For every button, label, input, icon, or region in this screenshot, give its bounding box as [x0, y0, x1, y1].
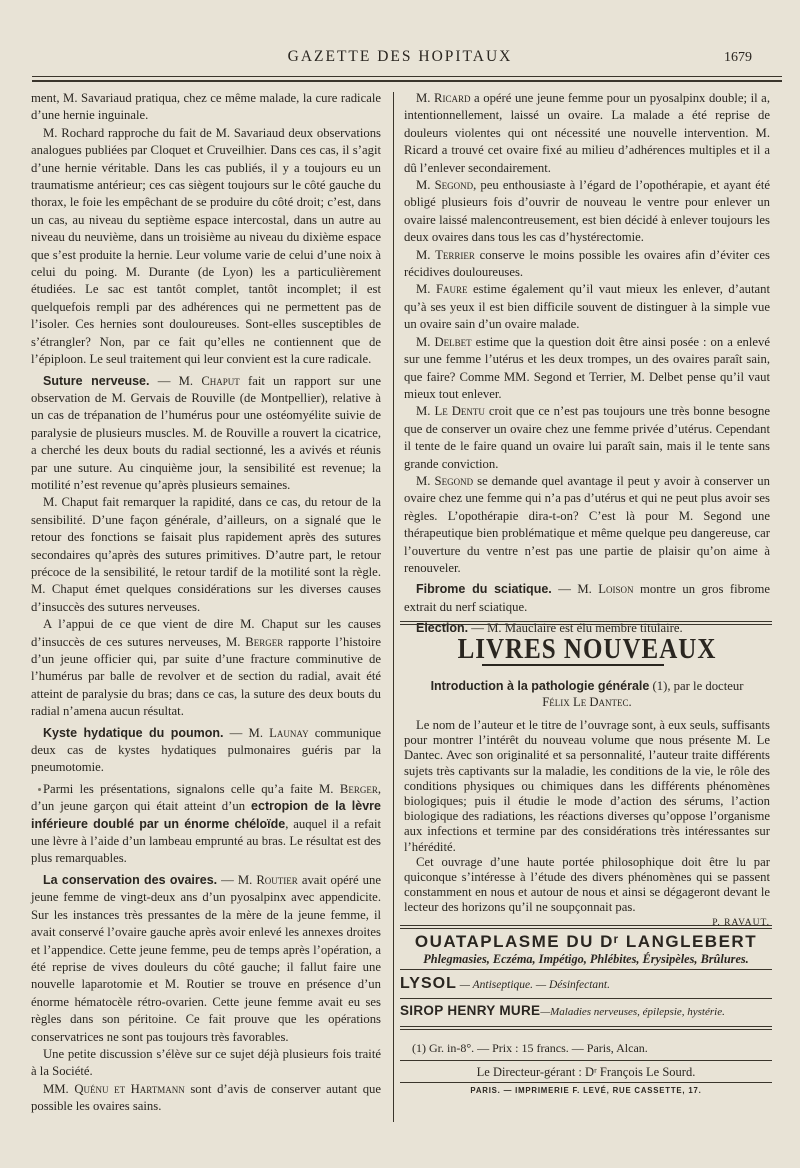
section-conservation-ovaires: La conservation des ovaires. — M. Routier avait opéré une jeune femme de vingt-deux ans d’un pyosalpinx avec appendicite. Sur les instances très pressantes de la mère de la jeune femme, il avait conservé l’ovaire gauche après avoir enlevé les annexes droites et l’appendice. Cette jeune femme, peu de temps après l’opération, a été reprise de vives douleurs du côté gauche; il fallut faire une nouvelle laparotomie et M. Routier se trouve en présence d’un énorme hématocèle rétro-ovarien. Cette jeune femme avait eu ses règles dans son péritoine. Ce fait prouve que les opérations conservatrices ne sont pas toujours très favorables.	[31, 872, 381, 1044]
author-name: Chaput	[201, 373, 240, 388]
ad-subtitle: Phlegmasies, Eczéma, Impétigo, Phlébites, Érysipèles, Brûlures.	[423, 952, 749, 966]
publication-title: GAZETTE DES HOPITAUX	[287, 48, 513, 65]
book-title: Introduction à la pathologie générale	[430, 679, 650, 693]
heading-underline	[482, 664, 664, 666]
footer-rule	[400, 1082, 772, 1083]
printer-line: PARIS. — IMPRIMERIE F. LEVÉ, RUE CASSETTE, 17.	[470, 1086, 702, 1095]
author-name: Launay	[269, 725, 309, 740]
section-fibrome-sciatique: Fibrome du sciatique. — M. Loison montre un gros fibrome extrait du nerf sciatique.	[404, 582, 771, 614]
paragraph: M. Segond se demande quel avantage il peut y avoir à conserver un ovaire chez une femme qui n’a pas d’utérus et qui ne peut plus avoir ses règles. L’opothérapie dira-t-on? C’est là pour M. Segond une thérapeutique bien problématique et même quelque peu dangereuse, car l’ouverture du ventre n’est pas une partie de plaisir qu’on aime à renouveler.	[404, 473, 770, 575]
author-name: Segond	[434, 473, 474, 488]
paragraph: Cet ouvrage d’une haute portée philosophique doit être lu par quiconque s’intéresse à l’étude des divers phénomènes qui se passent constamment en nous et autour de nous et ainsi se dégageront devant le lecteur des horizons qu’il ne soupçonnait pas.	[404, 854, 770, 915]
page-header	[20, 48, 780, 70]
ad-text: —Maladies nerveuses, épilepsie, hystérie.	[540, 1006, 725, 1018]
paragraph: Le nom de l’auteur et le titre de l’ouvrage sont, à eux seuls, suffisants pour montrer l’intérêt du nouveau volume que nous présente M. Le Dantec. Avec son originalité et sa personnalité, l’auteur traite différents sujets très captivants sur la maladie, les conditions de la vie, le rôle des conditions physiques ou chimiques dans les différents phénomènes biologiques; puis il étudie le mode d’action des sérums, l’action biologique des radiations, les réactions diverses qu’oppose l’organisme aux infections et termine par des considérations très intéressantes sur l’hérédité.	[404, 718, 770, 854]
paragraph: Une petite discussion s’élève sur ce sujet déjà plusieurs fois traité à la Société.	[31, 1046, 381, 1079]
ad-lysol	[400, 975, 772, 993]
ad-title: SIROP HENRY MURE	[400, 1003, 541, 1018]
ad-rule	[400, 1026, 772, 1027]
paragraph: ment, M. Savariaud pratiqua, chez ce même malade, la cure radicale d’une hernie inguinale.	[31, 91, 381, 123]
ad-title: LYSOL	[400, 975, 457, 992]
author-name: Le Dentu	[434, 404, 485, 419]
author-name: Delbet	[434, 334, 472, 349]
section-rule	[400, 621, 772, 622]
ad-text: — Antiseptique. — Désinfectant.	[456, 979, 610, 991]
footer-rule	[400, 1060, 772, 1061]
livres-nouveaux-heading: LIVRES NOUVEAUX	[457, 634, 717, 665]
paragraph: M. Terrier conserve le moins possible les ovaires afin d’éviter ces récidives douloureuses.	[404, 247, 770, 280]
paragraph: M. Segond, peu enthousiaste à l’égard de l’opothérapie, et ayant été obligé plusieurs fois d’ouvrir de nouveau le ventre pour enlever un ovaire laissé malencontreusement, est bien décidé à enlever toujours les deux ovaires dans tous les cas d’hystérectomie.	[404, 178, 770, 245]
director-line: Le Directeur-gérant : Dʳ François Le Sourd.	[476, 1065, 696, 1079]
paragraph: Parmi les présentations, signalons celle qu’a faite M. Berger, d’un jeune garçon qui était atteint d’un ectropion de la lèvre inférieure doublé par un énorme chéloïde, auquel il a refait une lèvre à l’aide d’un lambeau emprunté au bras. Le résultat est des plus remarquables.	[31, 781, 382, 866]
author-name: Terrier	[435, 247, 475, 262]
section-suture-nerveuse: Suture nerveuse. — M. Chaput fait un rapport sur une observation de M. Gervais de Rouville (de Montpellier), relative à un cas de trépanation de l’humérus pour une ostéomyélite suivie de paralysie de plusieurs muscles. M. de Rouville a rouvert la cicatrice, a cherché les deux bouts du radial sectionné, les a avivés et réunis par une suture. Au cinquième jour, la sensibilité est revenue; la motilité n’est revenue qu’après plusieurs semaines.	[31, 373, 381, 492]
section-heading: Kyste hydatique du poumon.	[43, 725, 224, 740]
page-number: 1679	[724, 50, 752, 65]
author-name: Berger	[339, 781, 378, 796]
right-column	[404, 90, 770, 638]
paragraph: A l’appui de ce que vient de dire M. Chaput sur les causes d’insuccès de ces sutures nerveuses, M. Berger rapporte l’histoire d’un jeune officier qui, par suite d’une fracture comminutive de l’humérus par balle de revolver et de section du radial, avait été atteint de paralysie du bras; dans ce cas, la suture des deux bouts du radial n’amena aucun résultat.	[31, 617, 381, 719]
ad-rule	[400, 925, 772, 926]
section-heading: Suture nerveuse.	[43, 373, 150, 388]
ad-rule	[400, 1029, 772, 1030]
section-kyste-hydatique: Kyste hydatique du poumon. — M. Launay communique deux cas de kystes hydatiques pulmonaires guéris par la pneumotomie.	[31, 725, 381, 775]
paragraph: M. Delbet estime que la question doit être ainsi posée : on a enlevé sur une femme l’utérus et les deux trompes, un des ovaires paraît sain, que faire? Comme MM. Segond et Terrier, M. Delbet pense qu’il vaut mieux tout enlever.	[404, 334, 771, 401]
author-name: Segond	[434, 178, 474, 193]
book-heading: Introduction à la pathologie générale (1), par le docteur Félix Le Dantec.	[430, 679, 744, 709]
paragraph: M. Ricard a opéré une jeune femme pour un pyosalpinx double; il a, intentionnellement, laissé un ovaire. La malade a été reprise de douleurs violentes qui ont nécessité une nouvelle intervention. M. Ricard a trouvé cet ovaire fixé au milieu d’adhérences multiples et il a dû l’enlever secondairement.	[404, 91, 770, 175]
ad-rule	[400, 928, 772, 929]
author-name: Loison	[598, 582, 634, 597]
ad-sirop-henry-mure	[400, 1003, 772, 1018]
footnote: (1) Gr. in-8°. — Prix : 15 francs. — Paris, Alcan.	[412, 1041, 648, 1055]
ad-rule	[400, 998, 772, 999]
ad-rule	[400, 969, 772, 970]
section-heading: Fibrome du sciatique.	[416, 582, 552, 597]
author-name: Quénu et Hartmann	[74, 1081, 185, 1096]
book-author: Félix Le Dantec.	[542, 695, 632, 709]
column-divider	[393, 92, 394, 1122]
section-election: Election. — M. Mauclaire est élu membre titulaire.	[416, 621, 683, 636]
left-column	[31, 90, 381, 1116]
header-rule-thick	[32, 80, 782, 82]
paragraph: M. Chaput fait remarquer la rapidité, dans ce cas, du retour de la sensibilité. D’une façon générale, d’ailleurs, on a signalé que le retour des fonctions se faisait plus rapidement après des sutures secondaires qu’après des sutures primitives. D’autre part, le retour précoce de la sensibilité, le retour tardif de la motilité sont la règle. M. Chaput émet quelques considérations sur les diverses causes d’insuccès des sutures nerveuses.	[31, 495, 381, 614]
book-review	[404, 678, 770, 931]
ad-ouataplasme	[400, 932, 772, 967]
review-signature: P. RAVAUT.	[712, 917, 770, 928]
ad-title: OUATAPLASME DU Dʳ LANGLEBERT	[414, 932, 758, 951]
header-rule-thin	[32, 76, 782, 77]
paragraph: M. Le Dentu croit que ce n’est pas toujours une très bonne besogne que de conserver un ovaire chez une femme privée d’utérus. Cependant il tente de le faire quand un ovaire lui paraît sain, mais il le tente sans grande conviction.	[404, 404, 771, 471]
emphasis: ectropion de la lèvre inférieure doublé par un énorme chéloïde	[31, 799, 382, 831]
author-name: Faure	[435, 282, 468, 297]
print-speck	[38, 788, 41, 791]
author-name: Ricard	[434, 91, 471, 105]
author-name: Berger	[245, 634, 284, 649]
paragraph: MM. Quénu et Hartmann sont d’avis de conserver autant que possible les ovaires sains.	[31, 1081, 382, 1114]
author-name: Routier	[256, 872, 298, 887]
section-heading: Election.	[416, 621, 469, 636]
section-rule	[400, 624, 772, 625]
section-heading: La conservation des ovaires.	[43, 872, 218, 887]
paragraph: M. Faure estime également qu’il vaut mieux les enlever, d’autant qu’à ses yeux il est bien difficile souvent de distinguer à la simple vue un ovaire sain d’un ovaire malade.	[404, 282, 770, 332]
paragraph: M. Rochard rapproche du fait de M. Savariaud deux observations analogues publiées par Cloquet et Cruveilhier. Dans ces cas, il s’agit d’une hernie véritable. Dans les cas publiés, il y a toujours eu un traumatisme antérieur; ces cas siègent toujours sur le côté gauche du thorax, le foie les empêchant de se produire du côté droit; c’est, dans un cas, au niveau du septième espace intercostal, dans un autre au niveau du neuvième, dans un troisième au niveau du dixième espace que s’est produite la hernie. Leur volume varie de celui d’une noix à celui du poing. M. Durante (de Lyon) les a particulièrement étudiées. Le sac est tantôt complet, tantôt incomplet; il est quelquefois rempli par des adhérences qui ne permettent pas de l’isoler. Ces hernies sont douloureuses. Sont-elles susceptibles de s’étrangler? Non, par ce fait qu’elles ne contiennent que de l’épiploon. Le seul traitement qui leur convient est la cure radicale.	[31, 125, 381, 367]
